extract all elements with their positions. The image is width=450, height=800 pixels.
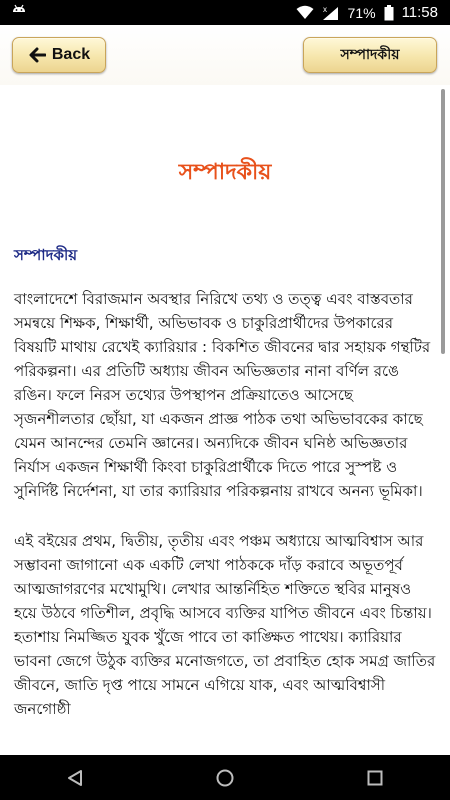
battery-percent: 71% [347, 4, 376, 21]
nav-recents-button[interactable] [345, 758, 405, 798]
scrollbar[interactable] [441, 89, 445, 354]
circle-home-icon [216, 769, 234, 787]
clock: 11:58 [401, 4, 438, 21]
title-button[interactable] [303, 37, 437, 73]
status-notification-area [10, 4, 28, 20]
arrow-left-icon [28, 46, 46, 64]
battery-icon [384, 5, 394, 21]
triangle-back-icon [67, 769, 83, 787]
app-header [0, 25, 450, 85]
nav-home-button[interactable] [195, 758, 255, 798]
status-bar [0, 0, 450, 25]
android-icon [10, 4, 28, 20]
section-heading: সম্পাদকীয় [14, 246, 78, 264]
paragraph-1: বাংলাদেশে বিরাজমান অবস্থার নিরিখে তথ্য ও তত্ত্ব এবং বাস্তবতার সমন্বয়ে শিক্ষক, শিক্ষার্থী, অভিভাবক ও চাকুরিপ্রার্থীদের উপকারের বিষয়টি মাথায় রেখেই ক্যারিয়ার : বিকশিত জীবনের দ্বার সহায়ক গন্থটির পরিকল্পনা। এর প্রতিটি অধ্যায় জীবন অভিজ্ঞতার নানা বর্ণিল রঙে রঙিন। ফলে নিরস তথ্যের উপস্থাপন প্রক্রিয়াতেও আসেছে সৃজনশীলতার ছোঁয়া, যা একজন প্রাজ্ঞ পাঠক তথা অভিভাবকের কাছে যেমন আনন্দের তেমনি জ্ঞানের। অন্যদিকে জীবন ঘনিষ্ঠ অভিজ্ঞতার নির্যাস একজন শিক্ষার্থী কিংবা চাকুরিপ্রার্থীকে দিতে পারে সুস্পষ্ট ও সুনির্দিষ্ট নির্দেশনা, যা তার ক্যারিয়ার পরিকল্পনায় রাখবে অনন্য ভূমিকা। [14, 290, 431, 500]
nav-back-button[interactable] [45, 758, 105, 798]
article-content[interactable] [0, 85, 450, 755]
page-title: সম্পাদকীয় [178, 160, 272, 185]
back-button-label: Back [51, 46, 91, 63]
wifi-icon [296, 5, 314, 20]
back-button[interactable] [12, 37, 106, 73]
square-recents-icon [367, 770, 383, 786]
title-button-label: সম্পাদকীয় [340, 46, 400, 62]
navigation-bar [0, 755, 450, 800]
signal-icon [322, 5, 340, 21]
svg-text:x: x [322, 4, 327, 14]
paragraph-2: এই বইয়ের প্রথম, দ্বিতীয়, তৃতীয় এবং পঞ্চম অধ্যায়ে আত্মবিশ্বাস আর সম্ভাবনা জাগানো এক একটি লেখা পাঠককে দাঁড় করাবে অভূতপূর্ব আত্মজাগরণের মখোমুখি। লেখার আন্তর্নিহিত শক্তিতে স্থবির মানুষও হয়ে উঠবে গতিশীল, প্রবৃদ্ধি আসবে ব্যক্তির যাপিত জীবনে এবং চিন্তায়। হতাশায় নিমজ্জিত যুবক খুঁজে পাবে তা কাঙ্ক্ষিত পাথেয়। ক্যারিয়ার ভাবনা জেগে উঠুক ব্যক্তির মনোজগতে, তা প্রবাহিত হোক সমগ্র জাতির জীবনে, জাতি দৃপ্ত পায়ে সামনে এগিয়ে যাক, এবং আত্মবিশ্বাসী জনগোষ্ঠী [14, 532, 436, 718]
